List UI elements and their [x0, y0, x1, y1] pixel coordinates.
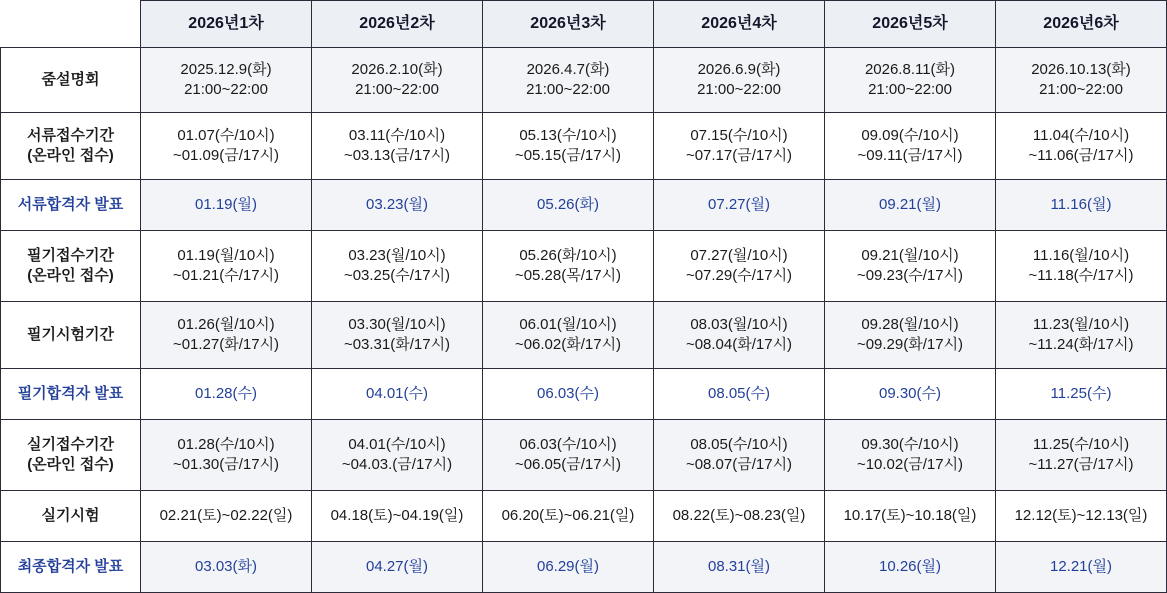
cell-line: 08.31(월) — [707, 557, 771, 575]
cell-line: 02.21(토)~02.22(일) — [159, 506, 293, 524]
column-header-round-2: 2026년2차 — [312, 1, 483, 48]
table-row — [1, 302, 1167, 369]
table-body — [1, 48, 1167, 593]
cell-written-result-round-6 — [996, 369, 1167, 420]
cell-line: 05.13(수/10시) — [519, 126, 617, 144]
table-row — [1, 542, 1167, 593]
cell-line: 09.21(월/10시) — [861, 246, 959, 264]
cell-line: 11.16(월) — [1050, 195, 1112, 213]
cell-line: 09.21(월) — [878, 195, 942, 213]
cell-line: 06.01(월/10시) — [519, 315, 617, 333]
cell-written-application-round-4 — [654, 231, 825, 302]
cell-line: 11.16(월/10시) — [1032, 246, 1130, 264]
cell-line: 08.05(수) — [707, 384, 771, 402]
cell-line: 07.27(월) — [707, 195, 771, 213]
cell-line: 01.28(수/10시) — [177, 435, 275, 453]
cell-line: 03.03(화) — [194, 557, 258, 575]
cell-line: 21:00~22:00 — [526, 81, 610, 98]
cell-line: 11.04(수/10시) — [1032, 126, 1130, 144]
cell-line: ~01.27(화/17시) — [172, 336, 280, 353]
cell-written-result-round-2 — [312, 369, 483, 420]
cell-document-result-round-2 — [312, 180, 483, 231]
cell-line: 06.03(수/10시) — [519, 435, 617, 453]
cell-document-application-round-2 — [312, 113, 483, 180]
table-row — [1, 369, 1167, 420]
cell-written-application-round-2 — [312, 231, 483, 302]
cell-line: 08.22(토)~08.23(일) — [672, 506, 806, 524]
cell-line: 01.19(월/10시) — [177, 246, 275, 264]
cell-briefing-round-6 — [996, 48, 1167, 113]
column-header-round-4: 2026년4차 — [654, 1, 825, 48]
cell-written-application-round-6 — [996, 231, 1167, 302]
row-label-written-exam-period — [1, 302, 141, 369]
cell-line: 03.23(월/10시) — [348, 246, 446, 264]
row-label-practical-application — [1, 420, 141, 491]
cell-line: 05.26(화) — [536, 195, 600, 213]
cell-line: 21:00~22:00 — [355, 81, 439, 98]
cell-line: 04.01(수) — [365, 384, 429, 402]
cell-line: 10.26(월) — [878, 557, 942, 575]
cell-line: 04.18(토)~04.19(일) — [330, 506, 464, 524]
cell-line: 09.09(수/10시) — [861, 126, 959, 144]
cell-line: 2026.8.11(화) — [864, 60, 956, 78]
row-label-line: 서류접수기간 — [27, 126, 114, 144]
cell-briefing-round-4 — [654, 48, 825, 113]
cell-practical-exam-round-3 — [483, 491, 654, 542]
cell-written-application-round-1 — [141, 231, 312, 302]
cell-final-result-round-6 — [996, 542, 1167, 593]
cell-line: ~09.11(금/17시) — [857, 147, 963, 164]
cell-line: ~03.25(수/17시) — [343, 267, 451, 284]
row-label-briefing — [1, 48, 141, 113]
cell-line: 11.25(수/10시) — [1032, 435, 1130, 453]
cell-final-result-round-5 — [825, 542, 996, 593]
cell-practical-application-round-1 — [141, 420, 312, 491]
cell-line: 03.11(수/10시) — [348, 126, 446, 144]
cell-line: 2026.2.10(화) — [351, 60, 443, 78]
cell-line: 09.28(월/10시) — [861, 315, 959, 333]
cell-line: 21:00~22:00 — [184, 81, 268, 98]
row-label-line: (온라인 접수) — [27, 147, 114, 164]
row-label-line: 필기시험기간 — [27, 325, 114, 343]
column-header-round-3: 2026년3차 — [483, 1, 654, 48]
cell-line: ~09.29(화/17시) — [856, 336, 964, 353]
corner-cell — [1, 1, 141, 48]
cell-document-application-round-6 — [996, 113, 1167, 180]
row-label-line: 실기시험 — [41, 506, 100, 524]
cell-line: 09.30(수) — [878, 384, 942, 402]
cell-practical-application-round-3 — [483, 420, 654, 491]
cell-document-result-round-1 — [141, 180, 312, 231]
cell-line: 01.07(수/10시) — [177, 126, 275, 144]
cell-document-result-round-4 — [654, 180, 825, 231]
cell-line: 01.26(월/10시) — [177, 315, 275, 333]
row-label-line: (온라인 접수) — [27, 267, 114, 284]
cell-written-result-round-1 — [141, 369, 312, 420]
cell-line: 21:00~22:00 — [1039, 81, 1123, 98]
cell-briefing-round-5 — [825, 48, 996, 113]
cell-written-exam-period-round-1 — [141, 302, 312, 369]
cell-document-application-round-4 — [654, 113, 825, 180]
cell-practical-application-round-2 — [312, 420, 483, 491]
cell-line: 04.01(수/10시) — [348, 435, 446, 453]
cell-line: ~11.06(금/17시) — [1028, 147, 1134, 164]
cell-line: 2026.6.9(화) — [697, 60, 781, 78]
cell-line: 09.30(수/10시) — [861, 435, 959, 453]
column-header-round-6: 2026년6차 — [996, 1, 1167, 48]
row-label-written-application — [1, 231, 141, 302]
cell-line: ~09.23(수/17시) — [856, 267, 964, 284]
cell-line: ~11.27(금/17시) — [1028, 456, 1134, 473]
cell-document-application-round-1 — [141, 113, 312, 180]
cell-line: ~01.30(금/17시) — [172, 456, 280, 473]
row-label-practical-exam — [1, 491, 141, 542]
cell-line: 2025.12.9(화) — [180, 60, 272, 78]
cell-written-exam-period-round-2 — [312, 302, 483, 369]
cell-line: 21:00~22:00 — [697, 81, 781, 98]
cell-briefing-round-3 — [483, 48, 654, 113]
row-label-final-result — [1, 542, 141, 593]
cell-final-result-round-2 — [312, 542, 483, 593]
cell-briefing-round-2 — [312, 48, 483, 113]
cell-final-result-round-3 — [483, 542, 654, 593]
cell-written-result-round-5 — [825, 369, 996, 420]
cell-line: 04.27(월) — [365, 557, 429, 575]
cell-line: 2026.4.7(화) — [526, 60, 610, 78]
column-header-round-5: 2026년5차 — [825, 1, 996, 48]
cell-final-result-round-4 — [654, 542, 825, 593]
table-header — [1, 1, 1167, 48]
cell-line: 06.29(월) — [536, 557, 600, 575]
cell-line: ~03.31(화/17시) — [343, 336, 451, 353]
table-row — [1, 491, 1167, 542]
cell-document-result-round-3 — [483, 180, 654, 231]
cell-practical-application-round-4 — [654, 420, 825, 491]
table-row — [1, 113, 1167, 180]
cell-practical-exam-round-6 — [996, 491, 1167, 542]
cell-line: 08.05(수/10시) — [690, 435, 788, 453]
cell-briefing-round-1 — [141, 48, 312, 113]
table-row — [1, 180, 1167, 231]
cell-line: ~10.02(금/17시) — [856, 456, 964, 473]
cell-line: ~03.13(금/17시) — [343, 147, 451, 164]
cell-line: 08.03(월/10시) — [690, 315, 788, 333]
cell-line: 01.28(수) — [194, 384, 258, 402]
cell-practical-exam-round-1 — [141, 491, 312, 542]
row-label-line: 최종합격자 발표 — [17, 557, 124, 575]
cell-written-exam-period-round-6 — [996, 302, 1167, 369]
cell-written-application-round-5 — [825, 231, 996, 302]
cell-line: 11.23(월/10시) — [1032, 315, 1130, 333]
cell-line: ~06.02(화/17시) — [514, 336, 622, 353]
row-label-line: 서류합격자 발표 — [17, 195, 124, 213]
cell-line: 06.20(토)~06.21(일) — [501, 506, 635, 524]
cell-line: 2026.10.13(화) — [1031, 60, 1131, 78]
cell-line: 07.15(수/10시) — [690, 126, 788, 144]
header-row — [1, 1, 1167, 48]
cell-line: 12.21(월) — [1049, 557, 1113, 575]
cell-practical-application-round-6 — [996, 420, 1167, 491]
cell-line: 21:00~22:00 — [868, 81, 952, 98]
cell-line: ~04.03.(금/17시) — [341, 456, 453, 473]
cell-line: ~07.17(금/17시) — [685, 147, 793, 164]
cell-line: 12.12(토)~12.13(일) — [1014, 506, 1148, 524]
cell-line: 11.25(수) — [1050, 384, 1112, 402]
cell-document-application-round-3 — [483, 113, 654, 180]
cell-document-application-round-5 — [825, 113, 996, 180]
cell-line: 10.17(토)~10.18(일) — [843, 506, 977, 524]
cell-document-result-round-5 — [825, 180, 996, 231]
cell-line: 07.27(월/10시) — [690, 246, 788, 264]
cell-written-result-round-4 — [654, 369, 825, 420]
cell-line: ~11.24(화/17시) — [1028, 336, 1134, 353]
cell-line: 03.23(월) — [365, 195, 429, 213]
row-label-line: 실기접수기간 — [27, 435, 114, 453]
cell-line: ~01.09(금/17시) — [172, 147, 280, 164]
cell-line: 06.03(수) — [536, 384, 600, 402]
cell-line: 05.26(화/10시) — [519, 246, 617, 264]
row-label-line: (온라인 접수) — [27, 456, 114, 473]
cell-line: ~06.05(금/17시) — [514, 456, 622, 473]
cell-line: ~05.15(금/17시) — [514, 147, 622, 164]
cell-line: ~08.04(화/17시) — [685, 336, 793, 353]
row-label-line: 필기합격자 발표 — [17, 384, 124, 402]
cell-final-result-round-1 — [141, 542, 312, 593]
column-header-round-1: 2026년1차 — [141, 1, 312, 48]
row-label-document-result — [1, 180, 141, 231]
cell-line: 01.19(월) — [194, 195, 258, 213]
cell-practical-exam-round-4 — [654, 491, 825, 542]
cell-written-exam-period-round-4 — [654, 302, 825, 369]
cell-line: ~01.21(수/17시) — [172, 267, 280, 284]
cell-line: ~08.07(금/17시) — [685, 456, 793, 473]
cell-practical-exam-round-2 — [312, 491, 483, 542]
cell-practical-application-round-5 — [825, 420, 996, 491]
table-row — [1, 48, 1167, 113]
row-label-written-result — [1, 369, 141, 420]
cell-document-result-round-6 — [996, 180, 1167, 231]
cell-written-application-round-3 — [483, 231, 654, 302]
table-row — [1, 231, 1167, 302]
cell-line: ~11.18(수/17시) — [1028, 267, 1134, 284]
row-label-line: 줌설명회 — [41, 70, 100, 88]
cell-practical-exam-round-5 — [825, 491, 996, 542]
cell-written-result-round-3 — [483, 369, 654, 420]
row-label-line: 필기접수기간 — [27, 246, 114, 264]
cell-line: 03.30(월/10시) — [348, 315, 446, 333]
cell-written-exam-period-round-3 — [483, 302, 654, 369]
row-label-document-application — [1, 113, 141, 180]
cell-line: ~05.28(목/17시) — [514, 267, 622, 284]
table-row — [1, 420, 1167, 491]
cell-line: ~07.29(수/17시) — [685, 267, 793, 284]
cell-written-exam-period-round-5 — [825, 302, 996, 369]
